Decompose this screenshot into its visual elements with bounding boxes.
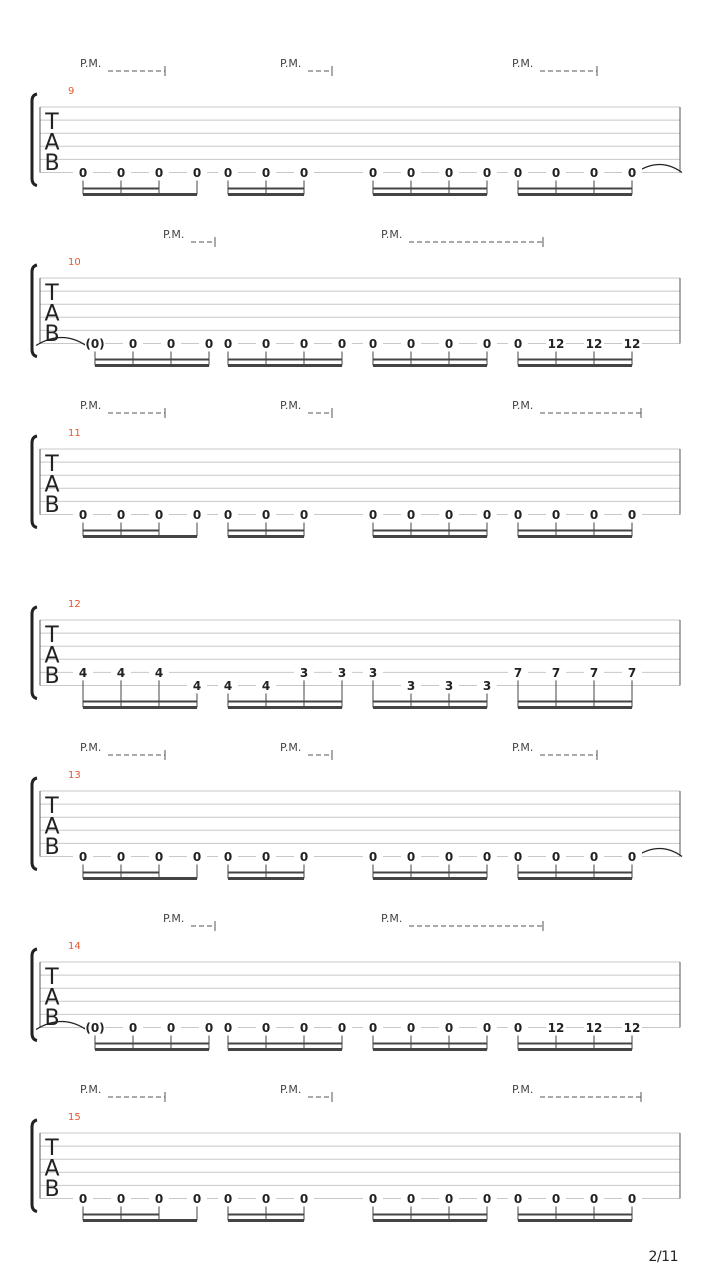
note-group (73, 1192, 207, 1221)
note-group (218, 1192, 314, 1221)
fret-number: 0 (116, 850, 126, 864)
staff-bracket (32, 607, 37, 699)
note-group (218, 850, 314, 879)
tie-out-arc (636, 165, 682, 173)
note-group (508, 337, 642, 366)
fret-number: 3 (337, 665, 347, 680)
palm-mute-label: P.M. (512, 1083, 534, 1096)
note-group (363, 850, 497, 879)
fret-number: 4 (223, 679, 233, 693)
fret-number: 0 (589, 166, 599, 180)
fret-number: 0 (261, 166, 271, 180)
fret-number: 0 (368, 166, 378, 180)
tab-clef-letter: B (44, 1006, 60, 1031)
fret-number: 0 (368, 508, 378, 522)
fret-number: 4 (116, 665, 126, 680)
fret-number: (0) (85, 1021, 105, 1035)
fret-number: 0 (223, 1021, 233, 1035)
fret-number: 0 (368, 337, 378, 351)
fret-number: 0 (627, 166, 637, 180)
tab-clef-letter: A (44, 643, 60, 669)
fret-number: 3 (406, 679, 416, 693)
fret-number: 0 (192, 508, 202, 522)
fret-number: 3 (299, 665, 309, 680)
palm-mute-label: P.M. (163, 912, 185, 925)
fret-number: 4 (154, 665, 164, 680)
fret-number: 7 (627, 665, 637, 680)
tab-clef-letter: T (45, 110, 59, 135)
fret-number: 0 (261, 850, 271, 864)
fret-number: 7 (551, 665, 561, 680)
fret-number: 0 (223, 508, 233, 522)
fret-number: 0 (299, 850, 309, 864)
tab-clef-letter: A (44, 814, 60, 840)
fret-number: 7 (513, 665, 523, 680)
note-group (508, 166, 642, 195)
fret-number: 0 (223, 166, 233, 180)
palm-mute-label: P.M. (280, 1083, 302, 1096)
fret-number: 7 (589, 665, 599, 680)
fret-number: 0 (551, 1192, 561, 1206)
tab-clef-letter: T (45, 1136, 59, 1161)
fret-number: 0 (261, 1021, 271, 1035)
fret-number: 0 (116, 508, 126, 522)
fret-number: 0 (299, 166, 309, 180)
staff-bracket (32, 778, 37, 870)
fret-number: 0 (223, 337, 233, 351)
note-group (218, 166, 314, 195)
note-group (218, 1021, 352, 1050)
fret-number: 0 (116, 1192, 126, 1206)
fret-number: 0 (154, 850, 164, 864)
note-group (218, 508, 314, 537)
fret-number: 0 (444, 850, 454, 864)
fret-number: 12 (547, 1021, 565, 1035)
tab-clef-letter: B (44, 151, 60, 176)
fret-number: 0 (261, 508, 271, 522)
tab-system-10 (32, 228, 680, 366)
tab-system-9 (32, 57, 682, 195)
staff-bracket (32, 1120, 37, 1212)
fret-number: 0 (444, 508, 454, 522)
fret-number: 0 (406, 1021, 416, 1035)
fret-number: 12 (585, 337, 603, 351)
fret-number: 0 (78, 1192, 88, 1206)
staff-bracket (32, 94, 37, 186)
fret-number: 0 (627, 508, 637, 522)
fret-number: 0 (128, 1021, 138, 1035)
tie-out-arc (636, 849, 682, 857)
page-number: 2/11 (648, 1249, 678, 1265)
fret-number: 0 (589, 508, 599, 522)
fret-number: 0 (261, 337, 271, 351)
fret-number: 0 (192, 850, 202, 864)
note-group (363, 665, 497, 707)
tab-clef-letter: A (44, 130, 60, 156)
measure-number: 11 (68, 428, 81, 439)
tab-clef-letter: T (45, 623, 59, 648)
fret-number: 0 (406, 166, 416, 180)
tab-clef-letter: B (44, 835, 60, 860)
measure-number: 13 (68, 770, 81, 781)
palm-mute-label: P.M. (381, 912, 403, 925)
fret-number: 0 (513, 850, 523, 864)
fret-number: 0 (299, 1192, 309, 1206)
measure-number: 9 (68, 86, 75, 97)
fret-number: 0 (154, 166, 164, 180)
palm-mute-label: P.M. (280, 57, 302, 70)
note-group (73, 508, 207, 537)
fret-number: 0 (78, 508, 88, 522)
fret-number: 0 (154, 1192, 164, 1206)
palm-mute-label: P.M. (80, 57, 102, 70)
fret-number: 4 (192, 679, 202, 693)
fret-number: 0 (513, 337, 523, 351)
fret-number: 0 (551, 508, 561, 522)
tab-system-11 (32, 399, 680, 537)
fret-number: 0 (299, 1021, 309, 1035)
tab-system-15 (32, 1083, 680, 1221)
fret-number: 0 (551, 850, 561, 864)
tab-clef-letter: T (45, 452, 59, 477)
palm-mute-label: P.M. (512, 57, 534, 70)
fret-number: 0 (551, 166, 561, 180)
fret-number: 0 (78, 850, 88, 864)
tab-clef-letter: T (45, 281, 59, 306)
fret-number: 0 (299, 508, 309, 522)
fret-number: 3 (444, 679, 454, 693)
note-group (363, 508, 497, 537)
fret-number: 0 (589, 1192, 599, 1206)
note-group (73, 665, 207, 707)
fret-number: 0 (406, 1192, 416, 1206)
tab-clef-letter: B (44, 1177, 60, 1202)
note-group (363, 166, 497, 195)
fret-number: 0 (368, 850, 378, 864)
measure-number: 12 (68, 599, 81, 610)
fret-number: 0 (444, 1021, 454, 1035)
tab-clef-letter: B (44, 322, 60, 347)
palm-mute-label: P.M. (280, 741, 302, 754)
tab-clef-letter: T (45, 794, 59, 819)
fret-number: 3 (482, 679, 492, 693)
measure-number: 14 (68, 941, 81, 952)
fret-number: 4 (261, 679, 271, 693)
fret-number: 0 (368, 1192, 378, 1206)
fret-number: 0 (513, 1192, 523, 1206)
fret-number: 12 (547, 337, 565, 351)
palm-mute-label: P.M. (381, 228, 403, 241)
fret-number: 0 (223, 850, 233, 864)
tab-clef-letter: T (45, 965, 59, 990)
note-group (85, 1021, 219, 1050)
fret-number: 0 (166, 1021, 176, 1035)
note-group (508, 508, 642, 537)
fret-number: 0 (192, 1192, 202, 1206)
note-group (73, 166, 207, 195)
tab-clef-letter: A (44, 985, 60, 1011)
fret-number: 4 (78, 665, 88, 680)
palm-mute-label: P.M. (163, 228, 185, 241)
fret-number: 0 (78, 166, 88, 180)
fret-number: (0) (85, 337, 105, 351)
tab-clef-letter: B (44, 493, 60, 518)
fret-number: 0 (482, 1021, 492, 1035)
fret-number: 0 (482, 166, 492, 180)
note-group (218, 337, 352, 366)
measure-number: 15 (68, 1112, 81, 1123)
note-group (73, 850, 207, 879)
note-group (508, 665, 642, 707)
fret-number: 0 (444, 337, 454, 351)
fret-number: 0 (482, 850, 492, 864)
fret-number: 0 (299, 337, 309, 351)
fret-number: 0 (204, 1021, 214, 1035)
staff-bracket (32, 265, 37, 357)
fret-number: 0 (482, 508, 492, 522)
fret-number: 0 (444, 1192, 454, 1206)
palm-mute-label: P.M. (80, 1083, 102, 1096)
fret-number: 0 (154, 508, 164, 522)
fret-number: 0 (589, 850, 599, 864)
fret-number: 0 (116, 166, 126, 180)
fret-number: 0 (192, 166, 202, 180)
fret-number: 0 (627, 1192, 637, 1206)
tab-system-14 (32, 912, 680, 1050)
fret-number: 0 (128, 337, 138, 351)
fret-number: 0 (406, 850, 416, 864)
tab-clef-letter: A (44, 1156, 60, 1182)
fret-number: 0 (482, 1192, 492, 1206)
note-group (85, 337, 219, 366)
fret-number: 0 (337, 337, 347, 351)
note-group (363, 1021, 497, 1050)
fret-number: 0 (482, 337, 492, 351)
palm-mute-label: P.M. (512, 399, 534, 412)
note-group (508, 850, 642, 879)
fret-number: 0 (223, 1192, 233, 1206)
fret-number: 0 (337, 1021, 347, 1035)
fret-number: 12 (623, 1021, 641, 1035)
tab-clef-letter: A (44, 301, 60, 327)
fret-number: 0 (406, 508, 416, 522)
tab-clef-letter: B (44, 664, 60, 689)
measure-number: 10 (68, 257, 81, 268)
staff-bracket (32, 436, 37, 528)
fret-number: 0 (261, 1192, 271, 1206)
staff-bracket (32, 949, 37, 1041)
note-group (363, 337, 497, 366)
note-group (508, 1021, 642, 1050)
palm-mute-label: P.M. (80, 399, 102, 412)
fret-number: 0 (513, 1021, 523, 1035)
tab-system-12 (32, 599, 680, 708)
fret-number: 12 (585, 1021, 603, 1035)
fret-number: 0 (627, 850, 637, 864)
tab-system-13 (32, 741, 682, 879)
fret-number: 12 (623, 337, 641, 351)
fret-number: 0 (444, 166, 454, 180)
fret-number: 0 (513, 166, 523, 180)
palm-mute-label: P.M. (280, 399, 302, 412)
tab-clef-letter: A (44, 472, 60, 498)
fret-number: 0 (204, 337, 214, 351)
fret-number: 0 (166, 337, 176, 351)
fret-number: 0 (513, 508, 523, 522)
note-group (363, 1192, 497, 1221)
fret-number: 0 (406, 337, 416, 351)
palm-mute-label: P.M. (512, 741, 534, 754)
note-group (508, 1192, 642, 1221)
note-group (218, 665, 352, 707)
fret-number: 3 (368, 665, 378, 680)
fret-number: 0 (368, 1021, 378, 1035)
palm-mute-label: P.M. (80, 741, 102, 754)
